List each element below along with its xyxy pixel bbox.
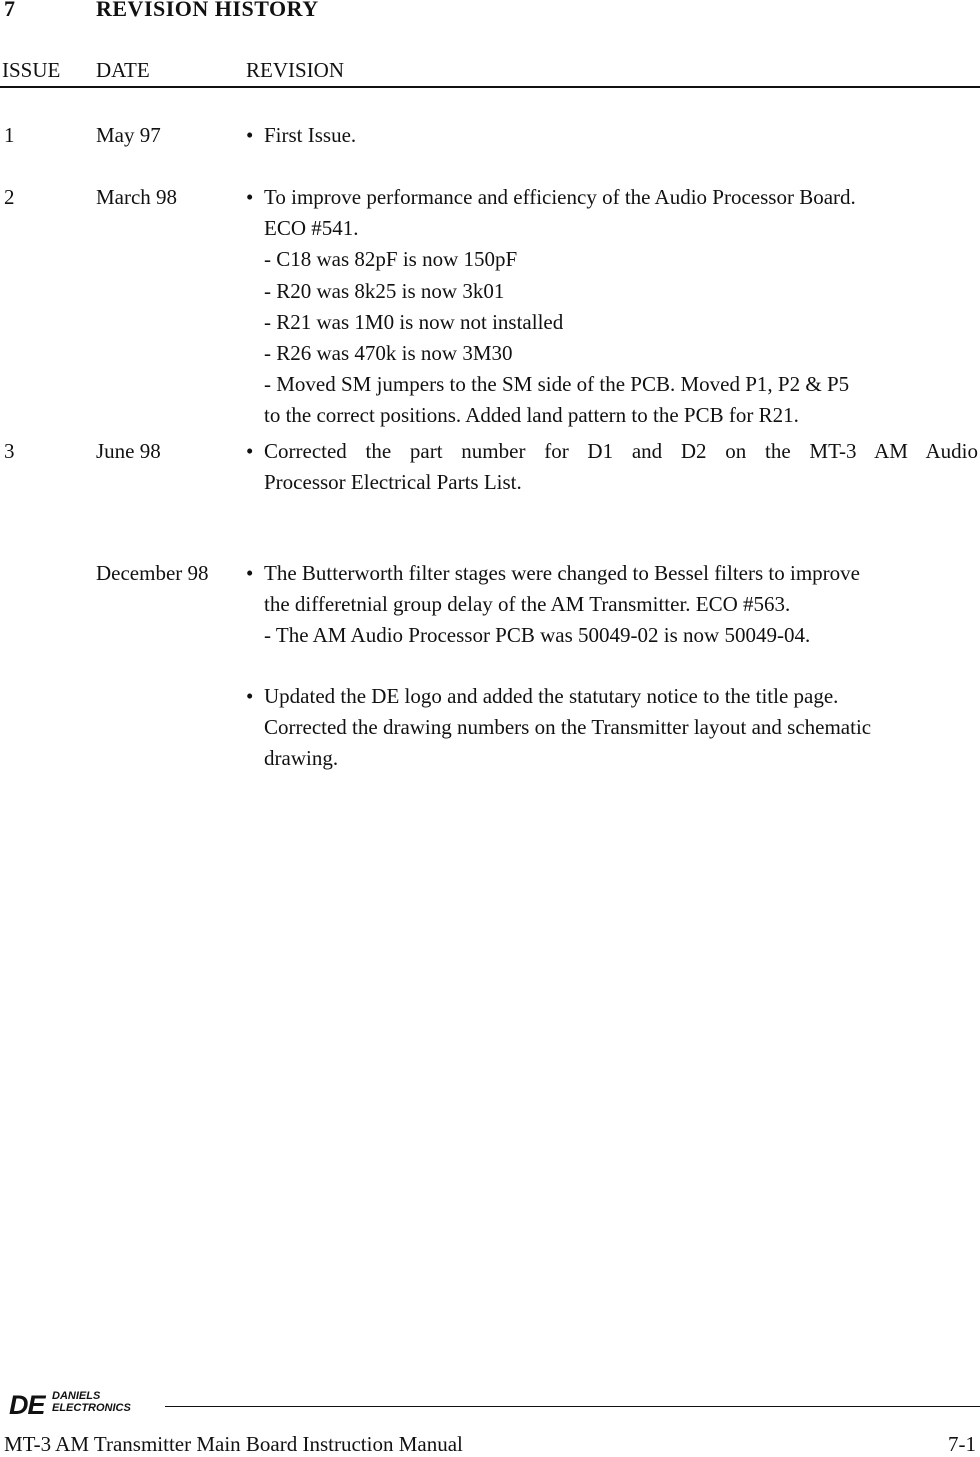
revision-line: First Issue. <box>264 123 357 147</box>
revision-line: drawing. <box>264 746 339 771</box>
revision-line: - R21 was 1M0 is now not installed <box>264 309 564 334</box>
entry-4-date: December 98 <box>96 561 209 585</box>
revision-line: - Moved SM jumpers to the SM side of the PCB. Moved P1, P2 & P5 <box>264 372 850 397</box>
entry-3-date: June 98 <box>96 439 161 463</box>
revision-line: The Butterworth filter stages were changed to Bessel filters to improve <box>264 561 860 585</box>
entry-3-issue: 3 <box>4 439 15 463</box>
daniels-logo-mark: DE <box>9 1390 45 1420</box>
footer-rule <box>165 1406 980 1407</box>
entry-2-issue: 2 <box>4 185 15 209</box>
entry-3-bullet: • <box>246 439 254 463</box>
logo-text-electronics: ELECTRONICS <box>52 1402 131 1414</box>
entry-5-revision <box>264 681 978 775</box>
header-rule <box>0 86 980 88</box>
column-header-issue: ISSUE <box>2 58 61 82</box>
entry-2-date: March 98 <box>96 185 178 209</box>
revision-line: To improve performance and efficiency of the Audio Processor Board. <box>264 185 856 209</box>
revision-line: Corrected the part number for D1 and D2 on the MT-3 AM Audio <box>264 439 978 463</box>
entry-3-revision <box>264 436 978 498</box>
entry-1-issue: 1 <box>4 123 15 147</box>
entry-2-revision <box>264 182 978 432</box>
page-number: 7-1 <box>948 1432 976 1456</box>
entry-5-bullet: • <box>246 684 254 708</box>
logo-text-daniels: DANIELS <box>52 1390 101 1402</box>
revision-line: the differetnial group delay of the AM Transmitter. ECO #563. <box>264 592 791 617</box>
entry-1-revision <box>264 120 978 151</box>
revision-line: Updated the DE logo and added the statutary notice to the title page. <box>264 684 839 708</box>
revision-line: ECO #541. <box>264 216 359 241</box>
section-title: REVISION HISTORY <box>96 0 319 21</box>
column-header-date: DATE <box>96 58 150 82</box>
revision-line: Processor Electrical Parts List. <box>264 470 522 495</box>
entry-1-bullet: • <box>246 123 254 147</box>
revision-line: - R26 was 470k is now 3M30 <box>264 341 513 366</box>
section-number: 7 <box>4 0 16 21</box>
entry-2-bullet: • <box>246 185 254 209</box>
revision-line: - C18 was 82pF is now 150pF <box>264 247 518 272</box>
entry-4-revision <box>264 558 978 652</box>
entry-1-date: May 97 <box>96 123 161 147</box>
revision-line: Corrected the drawing numbers on the Transmitter layout and schematic <box>264 715 872 740</box>
revision-line: - The AM Audio Processor PCB was 50049-02 is now 50049-04. <box>264 623 811 648</box>
revision-line: to the correct positions. Added land pattern to the PCB for R21. <box>264 403 799 428</box>
revision-line: - R20 was 8k25 is now 3k01 <box>264 278 505 303</box>
manual-title: MT-3 AM Transmitter Main Board Instruction Manual <box>4 1432 463 1456</box>
column-header-revision: REVISION <box>246 58 344 82</box>
entry-4-bullet: • <box>246 561 254 585</box>
